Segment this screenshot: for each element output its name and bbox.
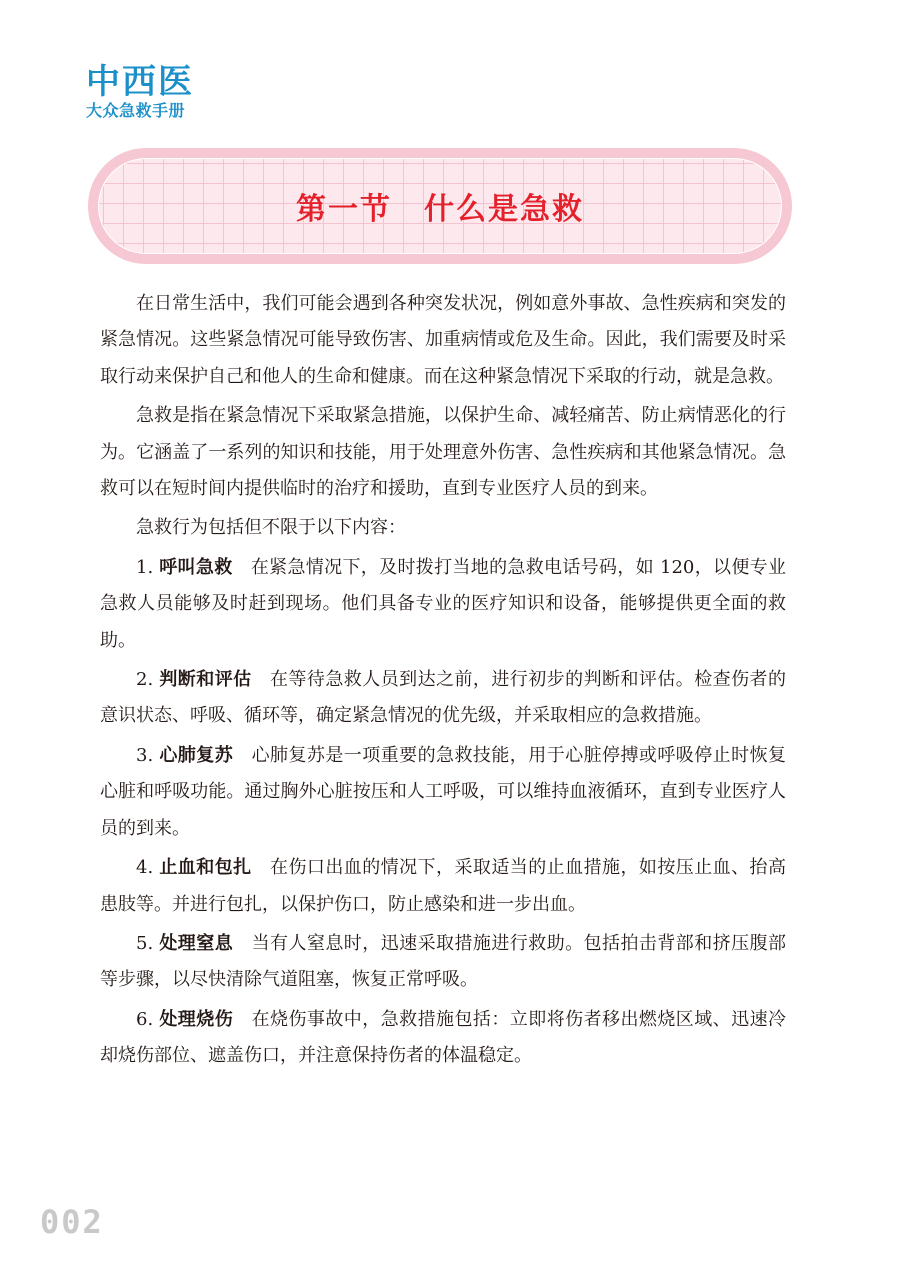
list-item-text: 在紧急情况下，及时拨打当地的急救电话号码，如 120，以便专业急救人员能够及时赶到现场。他们具备专业的医疗知识和设备，能够提供更全面的救助。	[100, 556, 786, 651]
list-item-term: 判断和评估	[159, 669, 252, 691]
list-item-text: 在等待急救人员到达之前，进行初步的判断和评估。检查伤者的意识状态、呼吸、循环等，确定紧急情况的优先级，并采取相应的急救措施。	[100, 669, 787, 727]
list-item	[100, 738, 786, 847]
list-item-number: 6.	[136, 1008, 154, 1030]
paragraph-list-intro: 急救行为包括但不限于以下内容：	[136, 517, 406, 539]
list-item-term: 心肺复苏	[159, 744, 234, 766]
list-item-text: 在伤口出血的情况下，采取适当的止血措施，如按压止血、抬高患肢等。并进行包扎，以保护伤口，防止感染和进一步出血。	[100, 857, 787, 915]
brand-main-title: 中西医	[86, 62, 194, 102]
list-item-text: 心肺复苏是一项重要的急救技能，用于心脏停搏或呼吸停止时恢复心脏和呼吸功能。通过胸外心脏按压和人工呼吸，可以维持血液循环，直到专业医疗人员的到来。	[100, 744, 787, 839]
list-item-term: 处理窒息	[159, 932, 234, 954]
brand-subtitle: 大众急救手册	[86, 101, 186, 120]
page-number: 002	[40, 1203, 104, 1241]
list-item-text: 当有人窒息时，迅速采取措施进行救助。包括拍击背部和挤压腹部等步骤，以尽快清除气道阻塞，恢复正常呼吸。	[100, 932, 787, 991]
list-item-term: 止血和包扎	[159, 857, 252, 879]
paragraph-definition: 急救是指在紧急情况下采取紧急措施，以保护生命、减轻痛苦、防止病情恶化的行为。它涵盖了一系列的知识和技能，用于处理意外伤害、急性疾病和其他紧急情况。急救可以在短时间内提供临时的治疗和援助，直到专业医疗人员的到来。	[100, 405, 786, 500]
list-item	[100, 662, 786, 735]
body-text	[100, 286, 786, 1078]
section-title-banner	[88, 148, 792, 264]
list-item	[100, 850, 786, 923]
section-title: 第一节 什么是急救	[296, 192, 584, 227]
list-item-number: 3.	[136, 744, 154, 766]
list-item	[100, 550, 786, 659]
paragraph-intro: 在日常生活中，我们可能会遇到各种突发状况，例如意外事故、急性疾病和突发的紧急情况。这些紧急情况可能导致伤害、加重病情或危及生命。因此，我们需要及时采取行动来保护自己和他人的生命和健康。而在这种紧急情况下采取的行动，就是急救。	[100, 293, 786, 387]
list-item-number: 1.	[136, 556, 154, 578]
list-item-number: 5.	[136, 932, 154, 954]
book-brand-logo	[86, 64, 216, 120]
list-item-number: 2.	[136, 669, 154, 691]
list-item	[100, 926, 786, 999]
list-item-term: 呼叫急救	[159, 556, 233, 578]
list-item-term: 处理烧伤	[159, 1008, 234, 1030]
section-title-grid-panel	[98, 158, 782, 254]
list-item-text: 在烧伤事故中，急救措施包括：立即将伤者移出燃烧区域、迅速冷却烧伤部位、遮盖伤口，并注意保持伤者的体温稳定。	[100, 1008, 787, 1067]
list-item-number: 4.	[136, 857, 154, 879]
list-item	[100, 1002, 786, 1075]
